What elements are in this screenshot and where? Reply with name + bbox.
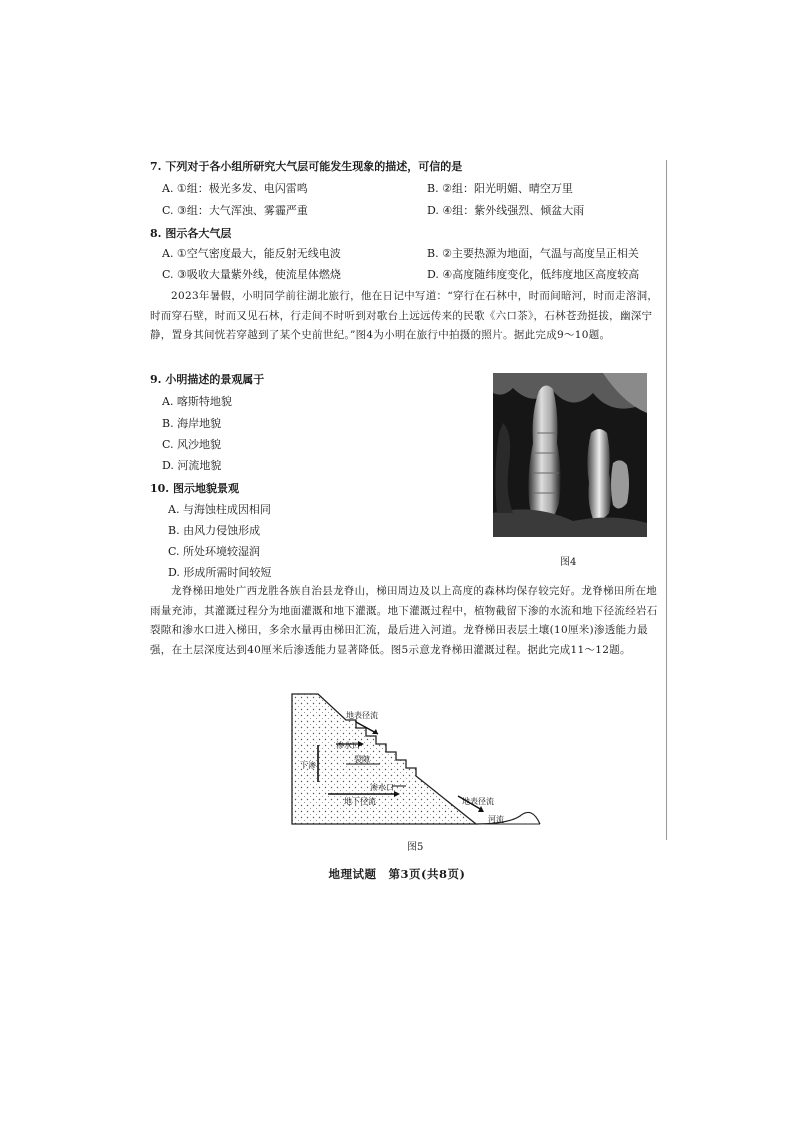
question-10-stem: 10. 图示地貌景观 bbox=[150, 482, 239, 495]
label-underground-runoff: 地下径流 bbox=[344, 797, 376, 806]
question-10-option-a: A. 与海蚀柱成因相同 bbox=[168, 503, 271, 516]
label-surface-runoff-top: 地表径流 bbox=[346, 711, 378, 720]
passage-stone-forest-text: 2023年暑假，小明同学前往湖北旅行，他在日记中写道：“穿行在石林中，时而间暗河，时而走溶洞，时而穿石壁，时而又见石林，行走间不时听到对歌台上远远传来的民歌《六口茶》，石林苍劲挺拔，幽深宁静，置身其间恍若穿越到了某个史前世纪。”图4为小明在旅行中拍摄的照片。据此完成9～10题。 bbox=[150, 290, 659, 341]
question-9-option-b: B. 海岸地貌 bbox=[162, 417, 222, 430]
label-surface-runoff-bottom: 地表径流 bbox=[462, 797, 494, 806]
question-8-stem: 8. 图示各大气层 bbox=[150, 227, 232, 240]
label-infiltration: 下渗 bbox=[300, 761, 316, 770]
label-river: 河流 bbox=[488, 815, 504, 824]
figure-4-caption: 图4 bbox=[560, 557, 577, 568]
margin-rule bbox=[666, 160, 667, 840]
passage-longji-terraces-text: 龙脊梯田地处广西龙胜各族自治县龙脊山，梯田周边及以上高度的森林均保存较完好。龙脊梯田所在地雨量充沛，其灌溉过程分为地面灌溉和地下灌溉。地下灌溉过程中，植物截留下渗的水流和地下径流经岩石裂隙和渗水口进入梯田，多余水量再由梯田汇流，最后进入河道。龙脊梯田表层土壤(10厘米)渗透能力最强，在土层深度达到40厘米后渗透能力显著降低。图5示意龙脊梯田灌溉过程。据此完成11～12题。 bbox=[150, 585, 658, 656]
label-fissure: 裂隙 bbox=[354, 755, 370, 764]
figure-5-irrigation-diagram bbox=[288, 690, 548, 832]
passage-longji-terraces bbox=[150, 582, 660, 660]
passage-stone-forest bbox=[150, 287, 660, 346]
question-8-option-a: A. ①空气密度最大，能反射无线电波 bbox=[162, 247, 341, 260]
irrigation-diagram-svg bbox=[288, 690, 548, 832]
question-8-option-b: B. ②主要热源为地面，气温与高度呈正相关 bbox=[427, 247, 639, 260]
question-9-option-c: C. 风沙地貌 bbox=[162, 438, 222, 451]
cave-photo-illustration bbox=[493, 373, 647, 537]
question-7-option-c: C. ③组：大气浑浊、雾霾严重 bbox=[162, 204, 308, 217]
question-10-option-d: D. 形成所需时间较短 bbox=[168, 566, 272, 579]
question-7-option-b: B. ②组：阳光明媚、晴空万里 bbox=[427, 182, 573, 195]
question-10-option-b: B. 由风力侵蚀形成 bbox=[168, 524, 261, 537]
question-8-option-c: C. ③吸收大量紫外线，使流星体燃烧 bbox=[162, 268, 341, 281]
question-9-stem: 9. 小明描述的景观属于 bbox=[150, 373, 265, 386]
label-seepage-outlet-bottom: 渗水口 bbox=[370, 783, 394, 792]
figure-4-cave-photo bbox=[493, 373, 647, 537]
question-7-stem: 7. 下列对于各小组所研究大气层可能发生现象的描述，可信的是 bbox=[150, 160, 463, 173]
question-7-option-d: D. ④组：紫外线强烈、倾盆大雨 bbox=[427, 204, 585, 217]
page-footer: 地理试题 第3页(共8页) bbox=[328, 867, 466, 881]
question-9-option-d: D. 河流地貌 bbox=[162, 459, 222, 472]
question-8-option-d: D. ④高度随纬度变化，低纬度地区高度较高 bbox=[427, 268, 640, 281]
question-7-option-a: A. ①组：极光多发、电闪雷鸣 bbox=[162, 182, 308, 195]
question-9-option-a: A. 喀斯特地貌 bbox=[162, 395, 232, 408]
figure-5-caption: 图5 bbox=[407, 842, 424, 853]
question-10-option-c: C. 所处环境较湿润 bbox=[168, 545, 261, 558]
label-seepage-outlet-top: 渗水口 bbox=[336, 741, 360, 750]
